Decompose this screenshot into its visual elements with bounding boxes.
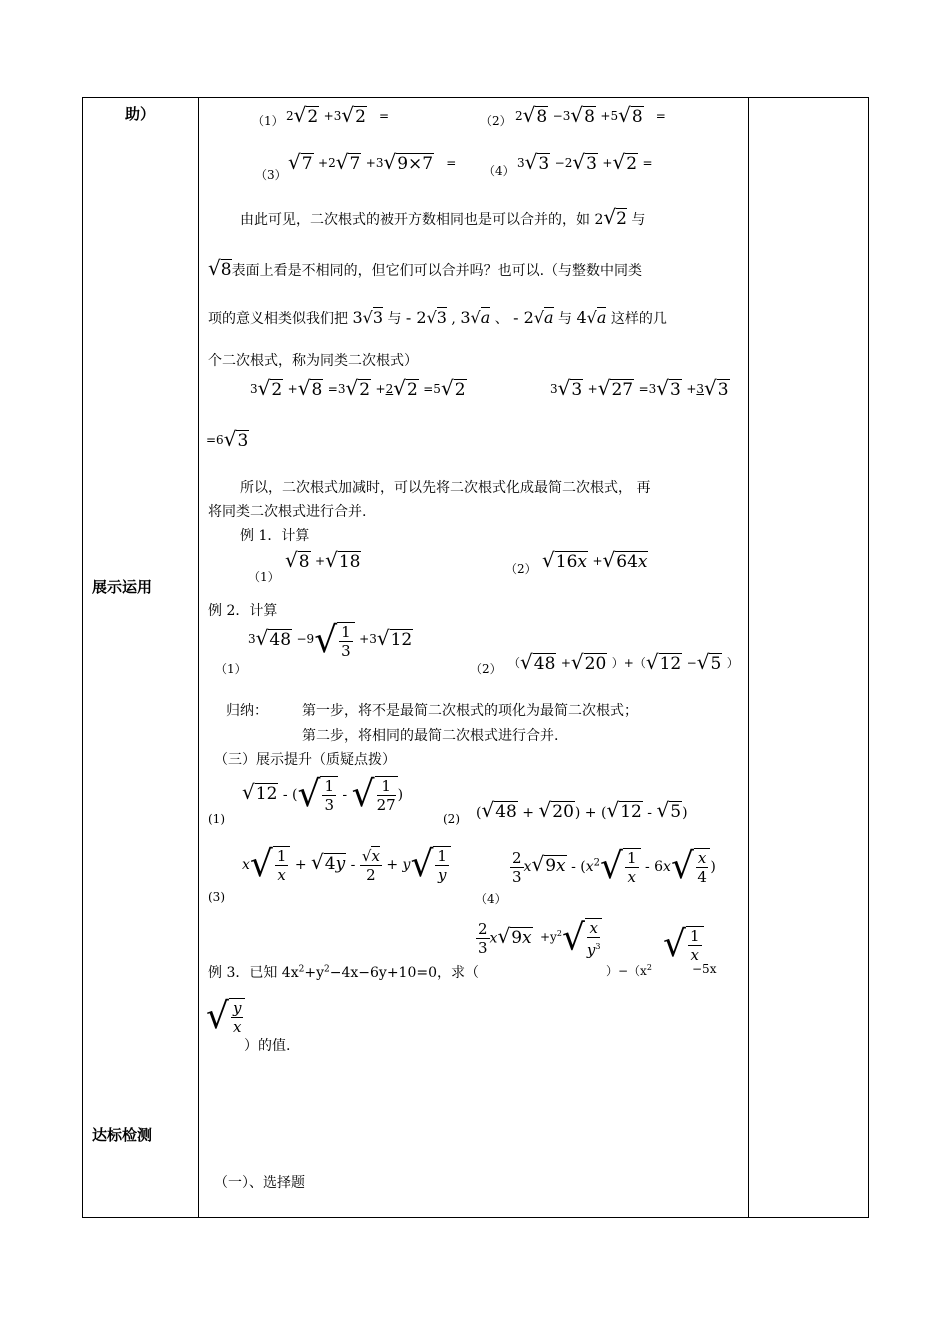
p3-expr: x√ $\frac{1}{x}$ + √4y - $\frac{√x}{2}$ + y√ $\frac{1}{y}$ (242, 846, 451, 884)
e1-expr: 2√2 +3√2 = (286, 103, 390, 127)
e3-expr: √7 +2√7 +3√9×7 = (288, 150, 457, 174)
ex3-expr-part1: $\frac{2}{3}$ x√9x (478, 920, 532, 957)
summary-label: 归纳： (226, 703, 268, 719)
p2-label: (2) (443, 812, 460, 826)
p3-label: (3) (208, 890, 225, 904)
ex2-a-label: （1） (215, 662, 247, 676)
summary-step1: 第一步，将不是最简二次根式的项化为最简二次根式； (302, 703, 638, 719)
p1-expr: √12 - (√ $\frac{1}{3}$ - √ $\frac{1}{27}$ ) (242, 774, 404, 815)
ex3-expr-part4: √ $\frac{y}{x}$ (206, 998, 245, 1036)
calc2: 3√3 +√27 =3√3 +3√3 (550, 376, 729, 400)
e4-label: （4） (483, 164, 515, 178)
ex2-a-expr: 3√48 −9√ $\frac{1}{3}$ +3√12 (248, 620, 413, 661)
e2-expr: 2√8 −3√8 +5√8 = (515, 103, 666, 127)
col-divider-right (748, 97, 749, 1218)
calc2-result: =6√3 (206, 427, 249, 451)
para1-line3: 项的意义相类似我们把 3√3 与 - 2√3 , 3√a 、 - 2√a 与 4√a 这样的几 (208, 308, 667, 327)
left-label-check: 达标检测 (92, 1126, 153, 1144)
ex1-a-expr: √8 +√18 (285, 548, 361, 572)
p4-expr: $\frac{2}{3}$ $x√9x - (x^2√$ $\frac{1}{x}$ - 6x√ $\frac{x}{4}$ ) (512, 846, 716, 887)
col-divider-left (198, 97, 199, 1218)
para1-line2: √8表面上看是不相同的，但它们可以合并吗？也可以.（与整数中同类 (208, 256, 643, 280)
ex1-a-label: （1） (248, 570, 280, 584)
e3-label: （3） (255, 168, 287, 182)
ex1-b-expr: √16x +√64x (542, 548, 648, 572)
ex3-text-b: ）$-(x^2$ (606, 963, 652, 978)
calc1: 3√2 +√8 =3√2 +2√2 =5√2 (250, 376, 466, 400)
ex2-b-expr: （√48 +√20 ）+（√12 −√5 ） (508, 650, 739, 674)
p1-label: (1) (208, 812, 225, 826)
e4-expr: 3√3 −2√3 +√2 = (517, 150, 653, 174)
ex2-title: 例 2．计算 (208, 603, 278, 619)
para1-line1: 由此可见，二次根式的被开方数相同也是可以合并的，如 2√2 与 (240, 205, 646, 229)
left-label-show-apply: 展示运用 (92, 578, 153, 596)
e2-label: （2） (480, 114, 512, 128)
para2-line2: 将同类二次根式进行合并. (208, 504, 367, 520)
ex3-expr-part2: $+y^2√$ $\frac{x}{y^3}$ (540, 917, 601, 959)
ex3-text-d: ）的值. (244, 1038, 291, 1054)
choice-title: （一）、选择题 (214, 1175, 305, 1191)
ex2-b-label: （2） (470, 662, 502, 676)
ex1-b-label: （2） (505, 562, 537, 576)
ex3-text-c: −5x (692, 962, 717, 976)
para2-line1: 所以，二次根式加减时，可以先将二次根式化成最简二次根式， 再 (240, 480, 651, 496)
ex1-title: 例 1．计算 (240, 528, 310, 544)
e1-label: （1） (252, 114, 284, 128)
para1-line4: 个二次根式，称为同类二次根式） (208, 353, 418, 369)
section3-title: （三）展示提升（质疑点拨） (214, 752, 396, 768)
ex3-expr-part3: √ $\frac{1}{x}$ (663, 926, 704, 964)
p4-label: （4） (475, 892, 507, 906)
ex3-text-a: 例 3．已知 $4x^2+y^2-4x-6y+10=0$，求（ (208, 964, 479, 981)
left-label-help: 助） (125, 105, 156, 123)
p2-expr: (√48 + √20) + (√12 - √5) (476, 798, 688, 822)
summary-step2: 第二步，将相同的最简二次根式进行合并. (302, 728, 559, 744)
